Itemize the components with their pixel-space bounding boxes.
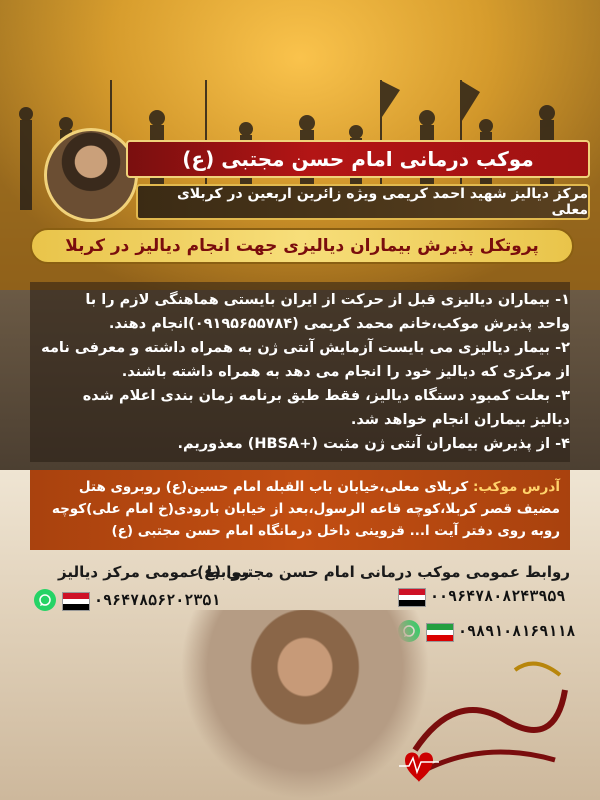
address-line — [40, 476, 560, 498]
rules-list — [30, 288, 570, 456]
mokeb-iran-phone[interactable]: ۰۹۸۹۱۰۸۱۶۹۱۱۸ — [458, 622, 576, 640]
address-line: مضیف قصر کربلا،کوچه قاعه الرسول،بعد از خیابان بارودی(خ امام علی)کوچه — [51, 501, 560, 517]
whatsapp-icon[interactable] — [34, 589, 56, 611]
rule-line: ۳- بعلت کمبود دستگاه دیالیز، فقط طبق برنامه زمان بندی اعلام شده — [82, 388, 570, 404]
rule-line: واحد پذیرش موکب،خانم محمد کریمی (۰۹۱۹۵۶۵۵۷۸۴)انجام دهند. — [108, 316, 570, 332]
rule-line: ۱- بیماران دیالیزی قبل از حرکت از ایران بایستی هماهنگی لازم را با — [85, 292, 570, 308]
rule-line: ۴- از پذیرش بیماران آنتی ژن مثبت (+HBSA) معذوریم. — [177, 436, 570, 452]
mokeb-calligraphy-logo — [395, 650, 585, 790]
center-contacts-title: روابط عمومی مرکز دیالیز — [58, 563, 250, 581]
rule-line: از مرکزی که دیالیز خود را انجام می دهد به همراه داشته باشند. — [121, 364, 570, 380]
page-title: موکب درمانی امام حسن مجتبی (ع) — [126, 140, 590, 178]
address-text: کربلای معلی،خیابان باب القبله امام حسین(ع) روبروی هتل — [78, 479, 469, 495]
mokeb-iraq-phone[interactable]: ۰۰۹۶۴۷۸۰۸۲۴۳۹۵۹ — [430, 587, 566, 605]
iran-flag-icon — [426, 623, 454, 642]
rule-line: دیالیز بیماران انجام خواهد شد. — [350, 412, 570, 428]
iraq-flag-icon — [398, 588, 426, 607]
patient-image — [180, 610, 430, 800]
center-iraq-phone[interactable]: ۰۹۶۴۷۸۵۶۲۰۲۳۵۱ — [94, 591, 221, 609]
address-line: روبه روی دفتر آیت ا... قزوینی داخل درمانگاه امام حسن مجتبی (ع) — [111, 523, 560, 539]
address-box — [30, 470, 570, 550]
protocol-title: پروتکل پذیرش بیماران دیالیزی جهت انجام دیالیز در کربلا — [30, 228, 574, 264]
iraq-flag-icon — [62, 592, 90, 611]
martyr-portrait — [44, 128, 138, 222]
address-label: آدرس موکب: — [472, 479, 560, 495]
mokeb-contacts-title: روابط عمومی موکب درمانی امام حسن مجتبی (ع) — [197, 563, 570, 581]
center-subtitle: مرکز دیالیز شهید احمد کریمی ویژه زائرین اربعین در کربلای معلی — [136, 184, 590, 220]
rule-line: ۲- بیمار دیالیزی می بایست آزمایش آنتی ژن به همراه داشته و معرفی نامه — [41, 340, 570, 356]
